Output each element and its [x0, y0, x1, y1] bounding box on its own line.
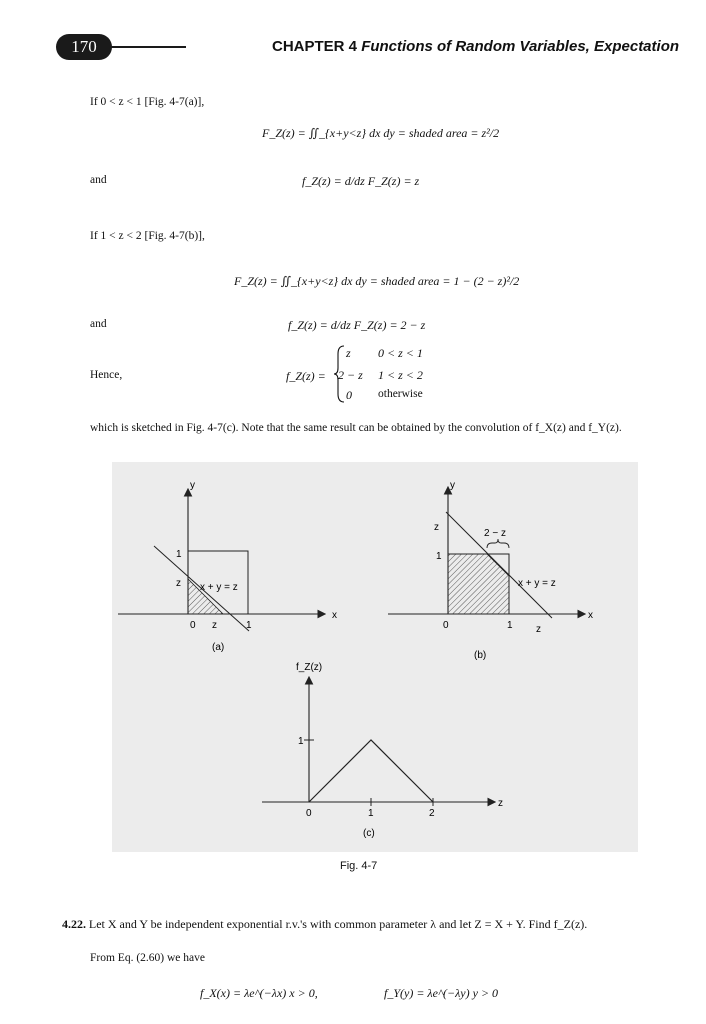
c-triangle-pdf — [309, 740, 433, 802]
b-x-label: x — [588, 610, 593, 621]
subfigure-a — [118, 480, 337, 653]
case1-and: and — [90, 174, 107, 186]
problem-number: 4.22. — [62, 917, 86, 931]
from-eq: From Eq. (2.60) we have — [90, 952, 205, 964]
case1-pdf: f_Z(z) = d/dz F_Z(z) = z — [302, 174, 420, 188]
sketch-note: which is sketched in Fig. 4-7(c). Note that the same result can be obtained by the convolution of f_X(z) and f_Y(z). — [90, 422, 622, 434]
b-zero: 0 — [443, 620, 449, 631]
header-rule — [108, 46, 186, 48]
b-z-y: z — [434, 522, 439, 533]
a-tag: (a) — [212, 642, 225, 653]
result-label: Hence, — [90, 369, 123, 381]
figure-4-7 — [112, 462, 638, 852]
piece-expr-2: 2 − z — [338, 368, 363, 382]
c-tag: (c) — [363, 828, 375, 839]
problem-text: Let X and Y be independent exponential r.v.'s with common parameter λ and let Z = X + Y. Find f_Z(z). — [88, 917, 588, 931]
a-z-y: z — [176, 578, 181, 589]
b-width-label: 2 − z — [484, 528, 506, 539]
subfigure-c — [262, 662, 503, 839]
b-tag: (b) — [474, 650, 487, 661]
case1-cdf: F_Z(z) = ∬_{x+y<z} dx dy = shaded area = z²/2 — [262, 126, 500, 140]
b-shaded-region — [448, 554, 509, 614]
page-number-badge: 170 — [56, 34, 112, 60]
b-width-brace — [487, 539, 509, 548]
c-one-x: 1 — [368, 808, 374, 819]
case1-condition: If 0 < z < 1 [Fig. 4-7(a)], — [90, 96, 205, 108]
case2-condition: If 1 < z < 2 [Fig. 4-7(b)], — [90, 230, 205, 242]
a-y-label: y — [190, 480, 195, 491]
a-z-x: z — [212, 620, 217, 631]
subfigure-b — [388, 480, 593, 661]
chapter-label: CHAPTER 4 — [272, 38, 358, 55]
b-line-label: x + y = z — [518, 578, 556, 589]
b-y-label: y — [450, 480, 455, 491]
problem-4-22 — [62, 917, 587, 932]
c-y-label: f_Z(z) — [296, 662, 323, 673]
c-zero: 0 — [306, 808, 312, 819]
c-one-y: 1 — [298, 736, 304, 747]
fy-density: f_Y(y) = λe^(−λy) y > 0 — [384, 986, 499, 1000]
piece-expr-1: z — [346, 346, 351, 360]
fx-density: f_X(x) = λe^(−λx) x > 0, — [200, 986, 318, 1000]
a-line-label: x + y = z — [200, 582, 238, 593]
b-one-y: 1 — [436, 551, 442, 562]
c-two-x: 2 — [429, 808, 435, 819]
a-x-label: x — [332, 610, 337, 621]
figure-caption: Fig. 4-7 — [340, 860, 378, 872]
b-z-x: z — [536, 624, 541, 635]
b-one-x: 1 — [507, 620, 513, 631]
piece-cond-1: 0 < z < 1 — [378, 346, 423, 360]
case2-pdf: f_Z(z) = d/dz F_Z(z) = 2 − z — [288, 318, 426, 332]
c-x-label: z — [498, 798, 503, 809]
a-zero: 0 — [190, 620, 196, 631]
chapter-header — [272, 38, 679, 55]
case2-cdf: F_Z(z) = ∬_{x+y<z} dx dy = shaded area = 1 − (2 − z)²/2 — [234, 274, 520, 288]
case2-and: and — [90, 318, 107, 330]
result-lhs: f_Z(z) = — [286, 369, 326, 383]
piece-expr-3: 0 — [346, 388, 352, 402]
piece-cond-3: otherwise — [378, 388, 423, 400]
chapter-title: Functions of Random Variables, Expectation — [361, 38, 680, 55]
a-one-y: 1 — [176, 549, 182, 560]
piece-cond-2: 1 < z < 2 — [378, 368, 423, 382]
a-one-x: 1 — [246, 620, 252, 631]
